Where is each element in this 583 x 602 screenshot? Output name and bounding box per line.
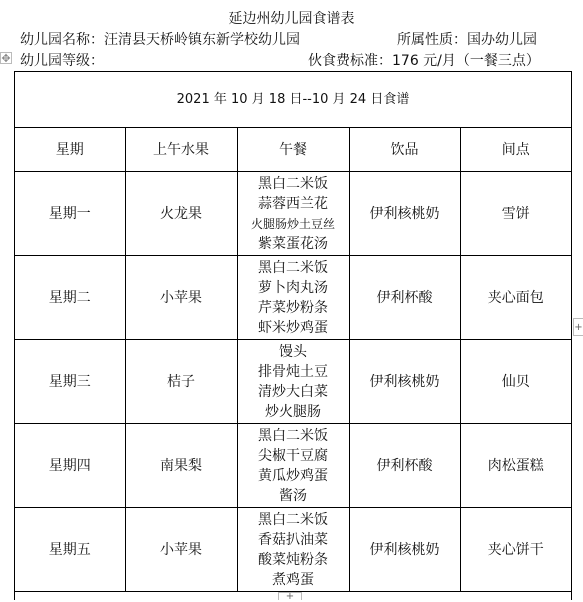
add-column-icon[interactable]: + [573, 318, 583, 336]
add-row-icon[interactable]: + [278, 592, 302, 600]
lunch-item: 火腿肠炒土豆丝 [250, 216, 335, 231]
day-cell: 星期一 [15, 172, 125, 256]
lunch-item: 黄瓜炒鸡蛋 [258, 467, 328, 484]
snack-cell: 仙贝 [460, 340, 571, 424]
day-cell: 星期四 [15, 424, 125, 508]
lunch-cell [237, 340, 349, 424]
lunch-item: 排骨炖土豆 [258, 363, 328, 380]
drink-cell: 伊利杯酸 [349, 424, 460, 508]
table-row [15, 256, 571, 340]
lunch-item: 芹菜炒粉条 [258, 299, 328, 316]
lunch-item: 煮鸡蛋 [272, 571, 314, 588]
header-row [15, 128, 571, 172]
header-fruit: 上午水果 [125, 128, 237, 172]
snack-cell: 夹心面包 [460, 256, 571, 340]
day-cell: 星期二 [15, 256, 125, 340]
lunch-cell [237, 508, 349, 592]
menu-table [15, 128, 571, 592]
fruit-cell: 桔子 [125, 340, 237, 424]
lunch-item: 虾米炒鸡蛋 [258, 319, 328, 336]
lunch-item: 黑白二米饭 [258, 259, 328, 276]
day-cell: 星期五 [15, 508, 125, 592]
header-lunch: 午餐 [237, 128, 349, 172]
table-row [15, 508, 571, 592]
drink-cell: 伊利核桃奶 [349, 172, 460, 256]
table-row [15, 340, 571, 424]
lunch-item: 尖椒干豆腐 [258, 447, 328, 464]
lunch-item: 炒火腿肠 [265, 403, 321, 420]
fruit-cell: 小苹果 [125, 508, 237, 592]
fruit-cell: 火龙果 [125, 172, 237, 256]
lunch-item: 萝卜肉丸汤 [258, 279, 328, 296]
lunch-item: 黑白二米饭 [258, 175, 328, 192]
drink-cell: 伊利核桃奶 [349, 340, 460, 424]
header-day: 星期 [15, 128, 125, 172]
lunch-item: 黑白二米饭 [258, 427, 328, 444]
lunch-cell [237, 256, 349, 340]
move-icon[interactable]: ✥ [1, 52, 11, 65]
lunch-item: 黑白二米饭 [258, 511, 328, 528]
menu-table-container [14, 71, 572, 600]
header-snack: 间点 [460, 128, 571, 172]
snack-cell: 雪饼 [460, 172, 571, 256]
nature-field: 所属性质：国办幼儿园 [397, 32, 537, 48]
lunch-cell [237, 172, 349, 256]
lunch-item: 酸菜炖粉条 [258, 551, 328, 568]
lunch-cell [237, 424, 349, 508]
lunch-item: 酱汤 [279, 487, 307, 504]
fee-field: 伙食费标准：176 元/月（一餐三点） [308, 53, 540, 69]
fruit-cell: 小苹果 [125, 256, 237, 340]
snack-cell: 夹心饼干 [460, 508, 571, 592]
lunch-item: 香菇扒油菜 [258, 531, 328, 548]
page-title: 延边州幼儿园食谱表 [228, 11, 355, 27]
lunch-item: 紫菜蛋花汤 [258, 235, 328, 252]
fruit-cell: 南果梨 [125, 424, 237, 508]
table-row [15, 424, 571, 508]
drink-cell: 伊利核桃奶 [349, 508, 460, 592]
kindergarten-name: 幼儿园名称：汪清县天桥岭镇东新学校幼儿园 [20, 32, 300, 48]
lunch-item: 蒜蓉西兰花 [258, 195, 328, 212]
drink-cell: 伊利杯酸 [349, 256, 460, 340]
table-row [15, 172, 571, 256]
snack-cell: 肉松蛋糕 [460, 424, 571, 508]
lunch-item: 清炒大白菜 [258, 383, 328, 400]
day-cell: 星期三 [15, 340, 125, 424]
week-banner: 2021 年 10 月 18 日--10 月 24 日食谱 [15, 72, 571, 128]
lunch-item: 馒头 [279, 343, 307, 360]
grade-field: 幼儿园等级： [20, 53, 104, 69]
header-drink: 饮品 [349, 128, 460, 172]
